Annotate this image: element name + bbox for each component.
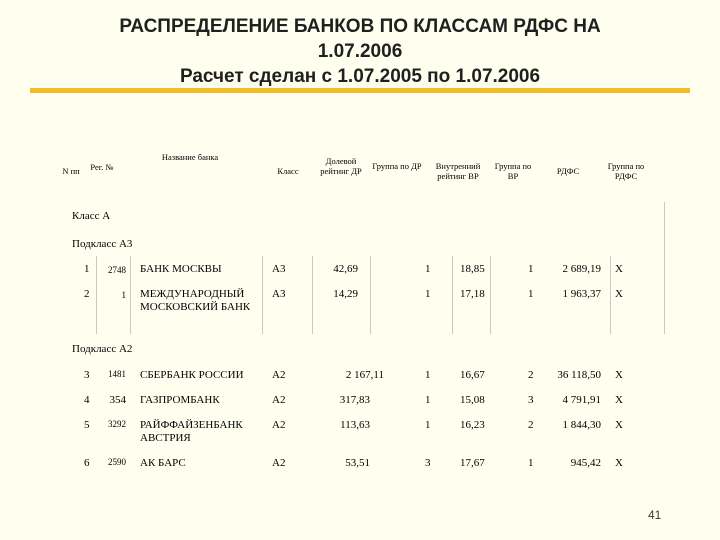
row-rdfs: 4 791,91	[562, 394, 601, 406]
row-bank-name: МЕЖДУНАРОДНЫЙ МОСКОВСКИЙ БАНК	[140, 288, 251, 313]
row-class: А2	[272, 369, 286, 381]
header-reg: Рег. №	[90, 162, 114, 172]
row-group-rdfs: Х	[615, 419, 623, 431]
row-group-rdfs: Х	[615, 369, 623, 381]
row-group-rdfs: Х	[615, 394, 623, 406]
row-rdfs: 36 118,50	[557, 369, 601, 381]
column-divider	[490, 256, 491, 334]
row-share-rating: 2 167,11	[345, 369, 384, 381]
row-rdfs: 2 689,19	[562, 263, 601, 275]
row-share-rating: 14,29	[333, 288, 358, 300]
row-group-vr: 1	[528, 457, 534, 469]
column-divider	[262, 256, 263, 334]
row-reg-number: 2748	[108, 265, 126, 275]
row-number: 1	[84, 263, 90, 275]
row-internal-rating: 17,67	[460, 457, 485, 469]
row-reg-number: 354	[109, 394, 126, 406]
row-share-rating: 53,51	[345, 457, 370, 469]
row-group-dr: 1	[425, 419, 431, 431]
row-reg-number: 3292	[108, 419, 126, 429]
section-class-a: Класс А	[72, 210, 111, 222]
row-share-rating: 113,63	[340, 419, 370, 431]
row-group-rdfs: Х	[615, 263, 623, 275]
section-subclass-a3: Подкласс А3	[72, 238, 133, 250]
row-group-dr: 1	[425, 369, 431, 381]
row-rdfs: 1 963,37	[562, 288, 601, 300]
row-group-rdfs: Х	[615, 457, 623, 469]
row-internal-rating: 16,67	[460, 369, 485, 381]
column-divider	[96, 256, 97, 334]
header-group-vr: Группа по ВР	[494, 161, 532, 181]
page-number: 41	[648, 508, 662, 522]
header-share-rating: Долевой рейтинг ДР	[320, 156, 362, 176]
row-group-vr: 1	[528, 288, 534, 300]
row-number: 6	[84, 457, 90, 469]
header-group-dr: Группа по ДР	[372, 161, 422, 171]
row-reg-number: 2590	[108, 457, 126, 467]
row-group-vr: 3	[528, 394, 534, 406]
row-group-dr: 3	[425, 457, 431, 469]
row-share-rating: 317,83	[339, 394, 370, 406]
row-bank-name: ГАЗПРОМБАНК	[140, 394, 220, 406]
row-number: 3	[84, 369, 90, 381]
row-number: 2	[84, 288, 90, 300]
column-divider	[130, 256, 131, 334]
column-divider	[664, 202, 665, 334]
row-bank-name: СБЕРБАНК РОССИИ	[140, 369, 244, 381]
row-number: 5	[84, 419, 90, 431]
row-class: А2	[272, 394, 286, 406]
row-bank-name: АК БАРС	[140, 457, 186, 469]
row-class: А2	[272, 457, 286, 469]
row-reg-number: 1481	[108, 369, 126, 379]
title-line-2: 1.07.2006	[317, 41, 403, 62]
header-rdfs: РДФС	[556, 166, 580, 176]
slide-title	[40, 14, 680, 89]
row-group-dr: 1	[425, 263, 431, 275]
column-divider	[370, 256, 371, 334]
row-group-vr: 2	[528, 419, 534, 431]
row-internal-rating: 16,23	[460, 419, 485, 431]
row-group-rdfs: Х	[615, 288, 623, 300]
row-number: 4	[84, 394, 90, 406]
row-group-vr: 2	[528, 369, 534, 381]
section-subclass-a2: Подкласс А2	[72, 343, 133, 355]
row-group-dr: 1	[425, 288, 431, 300]
title-underline	[30, 88, 690, 93]
header-internal-rating: Внутренний рейтинг ВР	[435, 161, 481, 181]
row-reg-number: 1	[121, 290, 126, 300]
column-divider	[312, 256, 313, 334]
row-rdfs: 1 844,30	[562, 419, 601, 431]
header-group-rdfs: Группа по РДФС	[607, 161, 645, 181]
column-divider	[610, 256, 611, 334]
header-name: Название банка	[161, 152, 219, 162]
row-bank-name: РАЙФФАЙЗЕНБАНК АВСТРИЯ	[140, 419, 243, 444]
row-bank-name: БАНК МОСКВЫ	[140, 263, 222, 275]
column-divider	[452, 256, 453, 334]
title-line-3: Расчет сделан с 1.07.2005 по 1.07.2006	[179, 66, 541, 87]
row-class: А2	[272, 419, 286, 431]
header-class: Класс	[277, 166, 299, 176]
row-group-vr: 1	[528, 263, 534, 275]
row-group-dr: 1	[425, 394, 431, 406]
row-class: А3	[272, 288, 286, 300]
row-class: А3	[272, 263, 286, 275]
row-share-rating: 42,69	[333, 263, 358, 275]
row-rdfs: 945,42	[570, 457, 601, 469]
row-internal-rating: 17,18	[460, 288, 485, 300]
row-internal-rating: 15,08	[460, 394, 485, 406]
row-internal-rating: 18,85	[460, 263, 485, 275]
header-num: N пп	[62, 166, 80, 176]
title-line-1: РАСПРЕДЕЛЕНИЕ БАНКОВ ПО КЛАССАМ РДФС НА	[119, 16, 601, 37]
